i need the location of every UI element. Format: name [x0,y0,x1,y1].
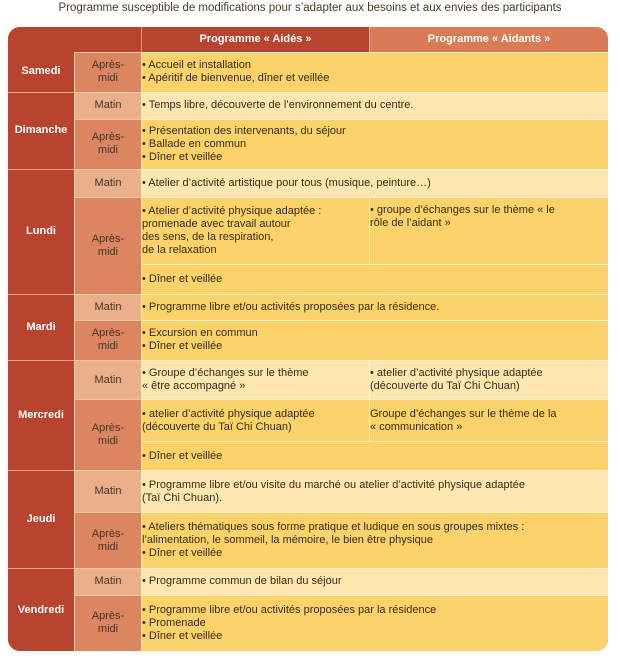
slot-lundi-apm: Après- midi [74,197,141,294]
header-spacer [8,27,141,52]
slot-mardi-matin: Matin [74,294,141,320]
activity: « communication » [370,420,463,433]
cell-mercredi-matin-aides [141,360,369,400]
cell-mercredi-apm-aidants [369,399,608,441]
activity: (découverte du Taï Chi Chuan) [142,420,292,433]
activity: • Accueil et installation [142,59,252,72]
activity: • Ateliers thématiques sous forme pratique et ludique en sous groupes mixtes : [142,521,525,534]
cell-vendredi-apm [141,595,608,651]
slot-dimanche-matin: Matin [74,92,141,119]
day-jeudi: Jeudi [8,470,74,568]
slot-lundi-matin: Matin [74,169,141,197]
header-aidants: Programme « Aidants » [369,27,608,52]
activity: des sens, de la respiration, [142,230,274,243]
activity: Groupe d’échanges sur le thème de la [370,407,557,420]
row-vendredi-matin [8,568,608,594]
activity: • atelier d’activité physique adaptée [370,367,543,380]
row-mercredi-apm [8,399,608,441]
row-vendredi-apm [8,595,608,651]
row-samedi-apm [8,52,608,92]
cell-lundi-apm-aides [141,197,369,264]
cell-mardi-matin: • Programme libre et/ou activités proposées par la résidence. [141,294,608,320]
activity: • atelier d’activité physique adaptée [142,407,315,420]
row-mardi-matin [8,294,608,320]
activity: rôle de l’aidant » [370,217,451,230]
activity: • Programme libre et/ou activités proposées par la résidence [142,603,437,616]
activity: • Programme libre et/ou visite du marché ou atelier d’activité physique adaptée [142,478,525,491]
header-aides: Programme « Aidés » [141,27,369,52]
day-mardi: Mardi [8,294,74,360]
cell-dimanche-matin: • Temps libre, découverte de l’environnement du centre. [141,92,608,119]
row-mercredi-matin [8,360,608,400]
activity: de la relaxation [142,243,217,256]
slot-dimanche-apm: Après- midi [74,119,141,169]
row-dimanche-apm [8,119,608,169]
slot-jeudi-apm: Après- midi [74,512,141,568]
cell-samedi-apm [141,52,608,92]
activity: • Excursion en commun [142,327,258,340]
header-row [8,27,608,52]
cell-lundi-matin: • Atelier d’activité artistique pour tous (musique, peinture…) [141,169,608,197]
activity: (Taï Chi Chuan). [142,491,223,504]
slot-mercredi-matin: Matin [74,360,141,400]
activity: • Ballade en commun [142,137,247,150]
activity: (découverte du Taï Chi Chuan) [370,380,520,393]
activity: • Dîner et veillée [142,547,223,560]
program-note: Programme susceptible de modifications pour s’adapter aux besoins et aux envies des participants [58,2,562,14]
activity: promenade avec travail autour [142,217,291,230]
slot-mardi-apm: Après- midi [74,320,141,360]
activity: • Groupe d’échanges sur le thème [142,367,309,380]
slot-vendredi-matin: Matin [74,568,141,594]
activity: • Atelier d’activité physique adaptée : [142,204,322,217]
row-jeudi-matin [8,470,608,512]
day-lundi: Lundi [8,169,74,294]
schedule-table [8,27,608,651]
row-dimanche-matin [8,92,608,119]
day-dimanche: Dimanche [8,92,74,169]
slot-vendredi-apm: Après- midi [74,595,141,651]
activity: • Dîner et veillée [142,629,223,642]
activity: • Promenade [142,616,206,629]
cell-jeudi-matin [141,470,608,512]
cell-mercredi-apm-all: • Dîner et veillée [141,441,608,470]
activity: • Dîner et veillée [142,150,223,163]
cell-vendredi-matin: • Programme commun de bilan du séjour [141,568,608,594]
activity: • Dîner et veillée [142,340,223,353]
row-mardi-apm [8,320,608,360]
row-lundi-apm [8,197,608,264]
activity: • Apéritif de bienvenue, dîner et veillée [142,72,330,85]
cell-mardi-apm [141,320,608,360]
cell-lundi-apm-all: • Dîner et veillée [141,264,608,294]
cell-mercredi-matin-aidants [369,360,608,400]
row-jeudi-apm [8,512,608,568]
day-samedi: Samedi [8,52,74,92]
activity: • Présentation des intervenants, du séjour [142,124,346,137]
cell-jeudi-apm [141,512,608,568]
day-mercredi: Mercredi [8,360,74,471]
slot-samedi-apm: Après- midi [74,52,141,92]
cell-mercredi-apm-aides [141,399,369,441]
slot-mercredi-apm: Après- midi [74,399,141,470]
activity: « être accompagné » [142,380,246,393]
row-lundi-matin [8,169,608,197]
cell-lundi-apm-aidants [369,197,608,264]
slot-jeudi-matin: Matin [74,470,141,512]
day-vendredi: Vendredi [8,568,74,651]
cell-dimanche-apm [141,119,608,169]
activity: l’alimentation, le sommeil, la mémoire, le bien être physique [142,534,434,547]
activity: • groupe d’échanges sur le thème « le [370,204,555,217]
